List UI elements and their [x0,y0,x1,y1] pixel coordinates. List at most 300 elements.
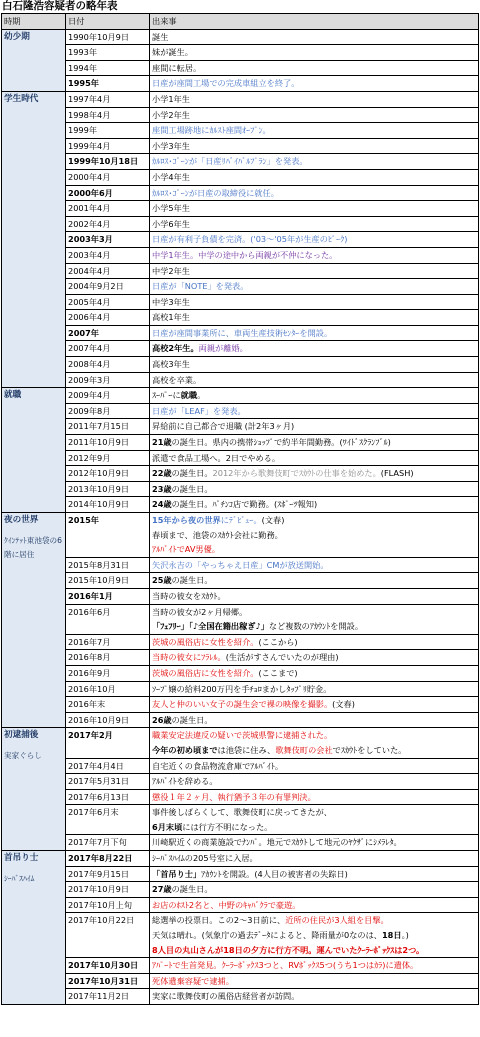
event-line [152,697,476,712]
event-cell [150,357,479,373]
event-text: 矢沢永吉の「やっちゃえ日産」CMが放送開始。 [152,559,329,570]
event-cell [150,294,479,310]
table-row [2,216,479,232]
event-cell [150,557,479,573]
date-cell: 2012年10月9日 [66,466,150,482]
event-cell [150,154,479,170]
table-row [2,232,479,248]
date-cell: 1999年10月18日 [66,154,150,170]
event-line [152,123,476,138]
event-cell [150,325,479,341]
event-line [152,326,476,341]
period-cell [2,851,66,1005]
period-label: 夜の世界 [4,515,39,525]
table-row [2,774,479,790]
event-cell [150,604,479,634]
period-sublabel: ｸｲﾝﾃｯﾄ東池袋の6階に居住 [4,535,62,559]
table-row [2,805,479,835]
event-line [152,139,476,154]
event-line [152,774,476,789]
table-row [2,388,479,404]
event-line [152,743,476,758]
event-text: 日産が座間事業所に、車両生産技術ｾﾝﾀｰを開設。 [152,327,333,338]
event-text: 歌舞伎町の会社 [275,744,333,755]
event-text: 27歳 [152,884,172,895]
date-cell: 2000年4月 [66,169,150,185]
event-cell [150,450,479,466]
event-text: ｱﾙﾊﾞｲﾄでAV男優。 [152,544,220,555]
event-text: は池袋に住み、 [217,744,276,755]
event-text: 懲役１年２ヶ月、執行猶予３年の有罪判決。 [152,791,316,802]
event-cell [150,897,479,913]
event-text: 18日 [381,930,402,941]
header-period: 時期 [2,14,66,30]
table-row [2,310,479,326]
event-text: ｽｰﾊﾟｰに [152,390,181,401]
date-cell: 2009年4月 [66,388,150,404]
event-cell [150,466,479,482]
event-text: 高校を卒業。 [152,374,202,385]
event-line [152,108,476,123]
table-row [2,866,479,882]
event-text: 茨城の風俗店に女性を紹介。 [152,636,259,647]
date-cell: 2017年5月31日 [66,774,150,790]
event-text: 日産が有利子負債を完済。('03～'05年が生産のﾋﾟｰｸ) [152,234,348,245]
event-text: ｱﾙﾊﾞｲﾄを辞める。 [152,776,218,787]
event-text: 6月末頃 [152,821,183,832]
event-line [152,513,476,528]
event-line [152,943,476,958]
event-line [152,790,476,805]
event-text: (生活がすさんでいたのが理由) [225,652,339,663]
event-cell [150,634,479,650]
event-text: 派遣で食品工場へ。2日でやめる。 [152,452,281,463]
event-text: 。) [401,930,409,941]
table-row [2,697,479,713]
event-line [152,497,476,512]
table-row [2,138,479,154]
event-text: 実家に歌舞伎町の風俗店経営者が訪問。 [152,991,300,1002]
event-line [152,264,476,279]
event-line [152,170,476,185]
event-cell [150,169,479,185]
date-cell: 2016年10月9日 [66,712,150,728]
event-line [152,482,476,497]
period-label: 学生時代 [4,93,39,104]
date-cell: 1999年4月 [66,138,150,154]
event-text: ｶﾙﾛｽ･ｺﾞｰﾝが「日産ﾘﾊﾞｲﾊﾞﾙﾌﾟﾗﾝ」を発表。 [152,156,308,167]
table-row [2,357,479,373]
table-row [2,419,479,435]
event-line [152,728,476,743]
event-text: 日産が座間工場での完成車組立を終了。 [152,78,300,89]
event-line [152,958,476,973]
event-text: 就職 [180,390,198,401]
table-row [2,29,479,45]
event-line [152,295,476,310]
date-cell: 1997年4月 [66,91,150,107]
event-text: にﾃﾞﾋﾞｭｰ。 [220,515,262,525]
table-row [2,789,479,805]
header-row [2,14,479,30]
timeline-table [1,13,479,1005]
event-line [152,898,476,913]
event-text: 日産が「LEAF」を発表。 [152,405,246,416]
table-row [2,573,479,589]
event-text: 今年の初め頃まで [152,744,218,755]
table-row [2,45,479,61]
table-row [2,481,479,497]
event-text: 両親が離婚。 [198,343,248,354]
event-text: 「首吊り士」 [152,868,202,879]
date-cell: 2011年7月15日 [66,419,150,435]
event-line [152,388,476,403]
date-cell: 2017年10月22日 [66,913,150,958]
table-row [2,604,479,634]
event-cell [150,372,479,388]
date-cell: 2017年11月2日 [66,989,150,1005]
date-cell: 2017年6月13日 [66,789,150,805]
table-row [2,450,479,466]
event-line [152,851,476,866]
table-row [2,263,479,279]
event-line [152,419,476,434]
event-cell [150,728,479,758]
date-cell: 2016年6月 [66,604,150,634]
period-cell [2,388,66,513]
event-cell [150,216,479,232]
event-cell [150,665,479,681]
event-text: 春頃まで、池袋のｽｶｳﾄ会社に勤務。 [152,529,283,540]
table-row [2,107,479,123]
event-text: 2012年から歌舞伎町でｽｶｳﾄの仕事を始めた。 [212,468,381,479]
table-row [2,466,479,482]
event-line [152,201,476,216]
header-date: 日付 [66,14,150,30]
event-text: 当時の彼女が2ヶ月帰郷。 [152,606,248,617]
period-cell [2,728,66,851]
event-cell [150,435,479,451]
event-cell [150,185,479,201]
table-row [2,989,479,1005]
event-text: 川崎駅近くの商業施設でﾅﾝﾊﾟ。地元でｽｶｳﾄして地元のﾔｸｻﾞにｼﾒﾗﾚﾀ。 [152,837,402,848]
event-text: には行方不明になった。 [182,821,273,832]
event-text: 座間に転居。 [152,62,202,73]
page-title: 白石隆浩容疑者の略年表 [2,0,118,12]
period-sublabel: ｼｰﾊﾞｽﾊｲﾑ [4,873,35,883]
event-line [152,542,476,557]
event-text: 。 [197,390,206,401]
table-row [2,650,479,666]
table-row [2,294,479,310]
event-text: 死体遺棄容疑で逮捕。 [152,975,234,986]
table-row [2,882,479,898]
table-row [2,712,479,728]
event-cell [150,138,479,154]
event-text: (文春) [261,515,285,525]
event-line [152,635,476,650]
event-cell [150,573,479,589]
event-cell [150,341,479,357]
event-line [152,759,476,774]
event-text: (ここから) [258,636,298,647]
table-header [2,14,479,30]
event-cell [150,712,479,728]
event-line [152,867,476,882]
event-text: の誕生日。ﾊﾟﾁﾝｺ店で勤務。(ｽﾎﾟｰﾂ報知) [171,499,318,510]
table-row [2,247,479,263]
date-cell: 2014年10月9日 [66,497,150,513]
event-text: の誕生日。 [171,714,213,725]
event-text: 茨城の風俗店に女性を紹介。 [152,667,259,678]
event-cell [150,45,479,61]
date-cell: 2017年10月上旬 [66,897,150,913]
date-cell: 2017年6月末 [66,805,150,835]
date-cell: 2016年10月 [66,681,150,697]
event-text: ｶﾙﾛｽ･ｺﾞｰﾝが日産の取締役に就任。 [152,187,279,198]
event-text: 当時の彼女をｽｶｳﾄ。 [152,590,226,601]
event-cell [150,279,479,295]
event-line [152,310,476,325]
event-text: お店のﾎｽﾄ2名と、中野のｷｬﾊﾞｸﾗで豪遊。 [152,899,301,910]
table-row [2,557,479,573]
event-cell [150,973,479,989]
event-cell [150,29,479,45]
date-cell: 2016年7月 [66,634,150,650]
table-row [2,201,479,217]
event-line [152,928,476,943]
event-line [152,650,476,665]
date-cell: 2017年2月 [66,728,150,758]
event-cell [150,388,479,404]
period-label: 就職 [4,390,22,401]
event-cell [150,989,479,1005]
date-cell: 2009年8月 [66,403,150,419]
event-line [152,357,476,372]
event-cell [150,588,479,604]
event-cell [150,201,479,217]
date-cell: 2017年10月9日 [66,882,150,898]
event-text: (FLASH) [380,468,414,479]
event-line [152,232,476,247]
date-cell: 2017年8月22日 [66,851,150,867]
event-line [152,279,476,294]
event-cell [150,403,479,419]
date-cell: 2009年3月 [66,372,150,388]
event-text: 職業安定法違反の疑いで茨城県警に逮捕された。 [152,730,333,741]
event-cell [150,789,479,805]
event-text: の誕生日。 [171,468,213,479]
event-text: 天気は晴れ。(気象庁の過去ﾃﾞｰﾀによると、降雨量が0なのは、 [152,930,382,941]
event-line [152,466,476,481]
table-row [2,835,479,851]
event-line [152,682,476,697]
date-cell: 2008年4月 [66,357,150,373]
event-cell [150,650,479,666]
event-cell [150,851,479,867]
table-row [2,958,479,974]
event-text: 小学3年生 [152,140,190,151]
event-cell [150,481,479,497]
date-cell: 2011年10月9日 [66,435,150,451]
event-line [152,974,476,989]
event-line [152,605,476,620]
event-text: 25歳 [152,575,172,586]
event-cell [150,419,479,435]
table-row [2,913,479,958]
event-cell [150,107,479,123]
event-text: 小学2年生 [152,109,190,120]
event-cell [150,76,479,92]
date-cell: 2007年4月 [66,341,150,357]
event-text: 誕生 [152,31,169,42]
event-text: (文春) [332,699,355,710]
date-cell: 2016年末 [66,697,150,713]
event-text: 小学4年生 [152,171,190,182]
period-label: 初逮捕後 [4,730,39,741]
date-cell: 2004年9月2日 [66,279,150,295]
event-text: 24歳 [152,499,172,510]
date-cell: 2000年6月 [66,185,150,201]
header-event: 出来事 [150,14,479,30]
event-text: 自宅近くの食品物流倉庫でｱﾙﾊﾞｲﾄ。 [152,760,284,771]
event-cell [150,513,479,558]
event-line [152,989,476,1004]
date-cell: 2016年1月 [66,588,150,604]
date-cell: 1995年 [66,76,150,92]
table-row [2,897,479,913]
date-cell: 2017年10月30日 [66,958,150,974]
event-text: 小学6年生 [152,218,190,229]
event-cell [150,913,479,958]
date-cell: 2016年8月 [66,650,150,666]
event-line [152,913,476,928]
event-cell [150,958,479,974]
event-text: 友人と仲のいい女子の誕生会で裸の映像を撮影。 [152,699,333,710]
event-text: 23歳 [152,483,172,494]
event-text: 高校2年生。 [152,343,199,354]
event-text: 事件後しばらくして、歌舞伎町に戻ってきたが、 [152,807,332,818]
event-cell [150,774,479,790]
event-cell [150,232,479,248]
table-row [2,185,479,201]
event-text: 座間工場跡地にｶﾙｽﾄ座間ｵｰﾌﾟﾝ。 [152,125,271,136]
event-text: など複数のｱｶｳﾝﾄを開設。 [268,621,364,632]
table-row [2,497,479,513]
period-cell [2,91,66,387]
table-row [2,169,479,185]
event-text: 中学1年生。中学の途中から両親が不仲になった。 [152,249,338,260]
date-cell: 1993年 [66,45,150,61]
event-text: 昇給前に自己都合で退職 (計2年3ヶ月) [152,421,295,432]
event-text: 高校1年生 [152,312,190,323]
date-cell: 2002年4月 [66,216,150,232]
event-text: 「ﾌｪﾌﾘｰ」「♪全国在籍出稼ぎ♪」 [152,621,269,632]
event-text: 当時の彼女にﾌﾗﾚﾙ。 [152,652,226,663]
event-line [152,882,476,897]
event-text: 妹が誕生。 [152,47,193,58]
event-text: 高校3年生 [152,359,190,370]
table-row [2,372,479,388]
date-cell: 2015年 [66,513,150,558]
date-cell: 2001年4月 [66,201,150,217]
date-cell: 1998年4月 [66,107,150,123]
event-line [152,404,476,419]
event-text: (ここまで) [258,667,298,678]
event-text: 15年から夜の世界 [152,515,221,525]
event-cell [150,497,479,513]
date-cell: 2006年4月 [66,310,150,326]
date-cell: 2007年 [66,325,150,341]
table-row [2,435,479,451]
event-cell [150,60,479,76]
event-text: の誕生日。県内の携帯ｼｮｯﾌﾟで約半年間勤務。(ﾜｲﾄﾞｽｸﾗﾝﾌﾞﾙ) [171,437,391,448]
event-line [152,619,476,634]
table-row [2,154,479,170]
table-row [2,851,479,867]
date-cell: 1990年10月9日 [66,29,150,45]
date-cell: 2015年10月9日 [66,573,150,589]
event-cell [150,247,479,263]
date-cell: 2016年9月 [66,665,150,681]
table-row [2,123,479,139]
event-line [152,248,476,263]
period-label: 幼少期 [4,31,30,42]
date-cell: 2017年7月下旬 [66,835,150,851]
event-line [152,573,476,588]
date-cell: 2013年10月9日 [66,481,150,497]
date-cell: 2017年9月15日 [66,866,150,882]
table-row [2,279,479,295]
event-line [152,435,476,450]
event-line [152,589,476,604]
table-row [2,973,479,989]
date-cell: 2003年3月 [66,232,150,248]
event-text: ｿｰﾌﾟ嬢の給料200万円を手ﾁｮﾛまかしﾀｯﾌﾟﾘ貯金。 [152,683,332,694]
event-line [152,528,476,543]
event-text: 近所の住民が3人組を目撃。 [285,915,389,926]
event-text: ｱｶｳﾝﾄを開設。(4人目の被害者の失踪日) [201,868,348,879]
table-row [2,634,479,650]
event-line [152,217,476,232]
event-cell [150,681,479,697]
event-line [152,713,476,728]
table-body [2,29,479,1004]
period-sublabel: 実家ぐらし [4,750,42,760]
event-cell [150,835,479,851]
event-text: 22歳 [152,468,172,479]
table-row [2,728,479,758]
date-cell: 2017年4月4日 [66,758,150,774]
event-cell [150,805,479,835]
event-line [152,820,476,835]
event-text: 8人目の丸山さんが18日の夕方に行方不明。運んでいたｸｰﾗｰﾎﾞｯｸｽは2つ。 [152,944,425,955]
event-text: 小学5年生 [152,203,190,214]
event-text: 小学1年生 [152,93,190,104]
table-row [2,681,479,697]
event-text: 中学3年生 [152,296,190,307]
period-cell [2,513,66,728]
event-text: 26歳 [152,714,172,725]
event-cell [150,866,479,882]
date-cell: 2005年4月 [66,294,150,310]
event-cell [150,123,479,139]
event-line [152,558,476,573]
table-row [2,341,479,357]
event-text: 日産が「NOTE」を発表。 [152,281,249,292]
event-text: ｱﾊﾟｰﾄで生首発見。ｸｰﾗｰﾎﾞｯｸｽ3つと、RVﾎﾞｯｸｽ5つ(うち1つはｶﾗ)に遺体。 [152,960,419,971]
event-text: 総選挙の投票日。この2～3日前に、 [152,915,286,926]
